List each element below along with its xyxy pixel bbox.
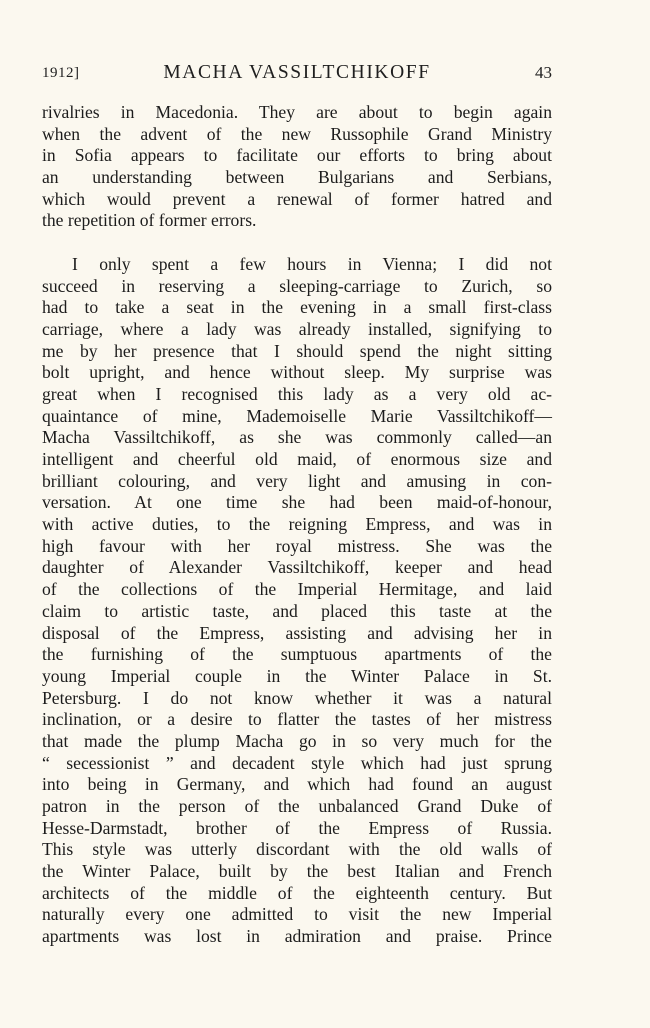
- running-header: [42, 62, 552, 90]
- text-line: young Imperial couple in the Winter Palace in St.: [42, 665, 552, 686]
- text-line: with active duties, to the reigning Empress, and was in: [42, 514, 552, 535]
- text-line: naturally every one admitted to visit the new Imperial: [42, 904, 552, 925]
- text-line: inclination, or a desire to flatter the tastes of her mistress: [42, 709, 552, 730]
- text-line: great when I recognised this lady as a very old ac-: [42, 383, 552, 404]
- text-line: quaintance of mine, Mademoiselle Marie Vassiltchikoff—: [42, 405, 552, 426]
- text-line: carriage, where a lady was already installed, signifying to: [42, 318, 552, 339]
- text-line: Macha Vassiltchikoff, as she was commonly called—an: [42, 427, 552, 448]
- header-year: 1912]: [42, 65, 80, 81]
- text-line: apartments was lost in admiration and praise. Prince: [42, 926, 552, 947]
- text-line: succeed in reserving a sleeping-carriage to Zurich, so: [42, 275, 552, 296]
- text-line: bolt upright, and hence without sleep. My surprise was: [42, 362, 552, 383]
- text-line: I only spent a few hours in Vienna; I did not: [72, 253, 552, 274]
- text-line: rivalries in Macedonia. They are about to begin again: [42, 102, 552, 122]
- paragraph-break: [42, 232, 552, 254]
- text-line: in Sofia appears to facilitate our efforts to bring about: [42, 145, 552, 166]
- text-line: me by her presence that I should spend the night sitting: [42, 340, 552, 361]
- text-line: patron in the person of the unbalanced Grand Duke of: [42, 796, 552, 816]
- text-line: Hesse-Darmstadt, brother of the Empress of Russia.: [42, 817, 552, 838]
- text-line: daughter of Alexander Vassiltchikoff, keeper and head: [42, 557, 552, 578]
- text-line: that made the plump Macha go in so very much for the: [42, 730, 552, 751]
- text-line: claim to artistic taste, and placed this taste at the: [42, 600, 552, 621]
- text-line: an understanding between Bulgarians and Serbians,: [42, 167, 552, 188]
- text-line: Petersburg. I do not know whether it was a natural: [42, 687, 552, 708]
- text-line: intelligent and cheerful old maid, of enormous size and: [42, 449, 552, 469]
- text-line: disposal of the Empress, assisting and advising her in: [42, 622, 552, 643]
- text-line: “ secessionist ” and decadent style which had just sprung: [42, 752, 552, 773]
- text-line: high favour with her royal mistress. She was the: [42, 535, 552, 556]
- text-line: brilliant colouring, and very light and amusing in con-: [42, 470, 552, 491]
- text-line: This style was utterly discordant with the old walls of: [42, 839, 552, 860]
- text-line: which would prevent a renewal of former hatred and: [42, 188, 552, 209]
- text-line: when the advent of the new Russophile Grand Ministry: [42, 123, 552, 144]
- text-line: the Winter Palace, built by the best Italian and French: [42, 861, 552, 882]
- text-line: the furnishing of the sumptuous apartments of the: [42, 644, 552, 665]
- text-line: versation. At one time she had been maid-of-honour,: [42, 492, 552, 513]
- text-line: the repetition of former errors.: [42, 210, 257, 231]
- header-title: MACHA VASSILTCHIKOFF: [163, 62, 431, 83]
- text-line: of the collections of the Imperial Hermitage, and laid: [42, 579, 552, 600]
- body-text: [42, 102, 552, 948]
- text-line: into being in Germany, and which had found an august: [42, 774, 552, 795]
- text-line: architects of the middle of the eighteenth century. But: [42, 882, 552, 903]
- text-line: had to take a seat in the evening in a small first-class: [42, 297, 552, 318]
- page-number: 43: [535, 63, 552, 82]
